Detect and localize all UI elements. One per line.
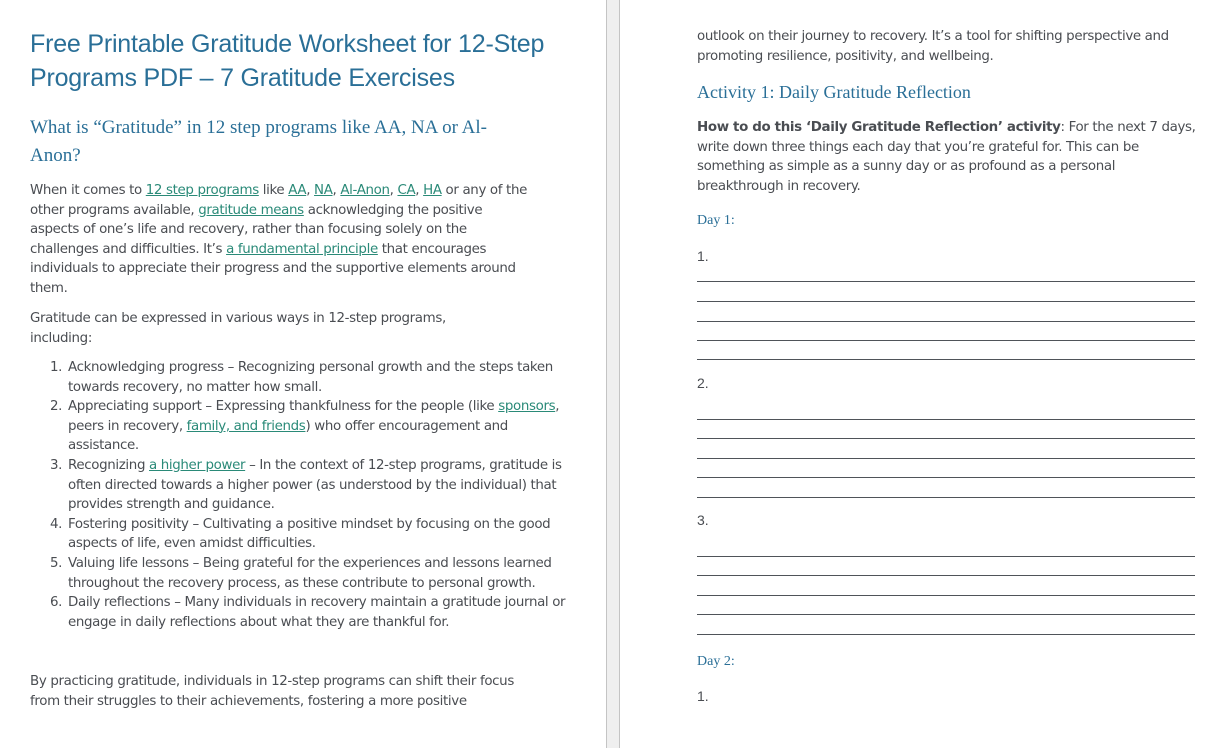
writing-line[interactable] bbox=[697, 281, 1195, 282]
writing-line[interactable] bbox=[697, 340, 1195, 341]
day-label: Day 1: bbox=[697, 213, 735, 228]
instructions-text: : For the next 7 days, write down three things each day that you’re grateful for. This can be something as simple as a sunny day or as profound as a personal breakthrough in recovery. bbox=[697, 120, 1196, 194]
intro-paragraph bbox=[30, 181, 535, 299]
day-label: Day 2: bbox=[697, 654, 735, 669]
section-heading: What is “Gratitude” in 12 step programs like AA, NA or Al-Anon? bbox=[30, 117, 487, 166]
text: acknowledging the positive aspects of one’s life and recovery, rather than focusing solely on the challenges and difficulties. It’s bbox=[30, 202, 483, 257]
list-number: 6. bbox=[50, 595, 63, 611]
list-text: Daily reflections – Many individuals in recovery maintain a gratitude journal or engage in daily reflections about what they are thankful for. bbox=[68, 595, 566, 630]
list-text: Appreciating support – Expressing thankfulness for the people (like bbox=[68, 399, 499, 415]
writing-line[interactable] bbox=[697, 595, 1195, 596]
text: , bbox=[389, 183, 398, 198]
entry-number: 1. bbox=[697, 688, 709, 704]
paragraph: By practicing gratitude, individuals in 12-step programs can shift their focus from their struggles to their achievements, fostering a more positive bbox=[30, 674, 514, 709]
writing-line[interactable] bbox=[697, 359, 1195, 360]
link-12-step-programs[interactable]: 12 step programs bbox=[145, 183, 259, 198]
activity-heading: Activity 1: Daily Gratitude Reflection bbox=[697, 82, 971, 102]
list-item bbox=[50, 397, 568, 456]
link-ha[interactable]: HA bbox=[423, 183, 442, 198]
text: , bbox=[332, 183, 341, 198]
entry-number: 3. bbox=[697, 512, 709, 528]
text: , bbox=[415, 183, 424, 198]
list-text: Fostering positivity – Cultivating a positive mindset by focusing on the good aspects of life, even amidst difficulties. bbox=[68, 516, 551, 552]
page-title: Free Printable Gratitude Worksheet for 12-Step Programs PDF – 7 Gratitude Exercises bbox=[30, 30, 545, 92]
list-item bbox=[50, 593, 568, 632]
link-aa[interactable]: AA bbox=[288, 183, 307, 198]
list-number: 4. bbox=[50, 516, 63, 532]
list-text: – In the context of 12-step programs, gratitude is often directed towards a higher power (as understood by the individual) that provides strength and guidance. bbox=[68, 457, 562, 513]
page-gutter bbox=[606, 0, 620, 748]
list-text: Recognizing bbox=[68, 457, 149, 473]
list-text: , peers in recovery, bbox=[68, 399, 560, 434]
paragraph: outlook on their journey to recovery. It’s a tool for shifting perspective and promoting resilience, positivity, and wellbeing. bbox=[697, 29, 1169, 64]
writing-line[interactable] bbox=[697, 301, 1195, 302]
instructions-label: How to do this ‘Daily Gratitude Reflection’ activity bbox=[697, 120, 1061, 135]
link-sponsors[interactable]: sponsors bbox=[498, 399, 556, 415]
list-number: 5. bbox=[50, 555, 63, 571]
entry-number: 2. bbox=[697, 375, 709, 391]
gratitude-ways-list bbox=[30, 358, 568, 632]
list-text: Valuing life lessons – Being grateful for the experiences and lessons learned throughout the recovery process, as these contribute to personal growth. bbox=[68, 555, 552, 591]
link-higher-power[interactable]: a higher power bbox=[149, 457, 246, 473]
writing-line[interactable] bbox=[697, 575, 1195, 576]
link-ca[interactable]: CA bbox=[397, 183, 416, 198]
writing-line[interactable] bbox=[697, 321, 1195, 322]
list-number: 1. bbox=[50, 360, 63, 375]
text: , bbox=[306, 183, 315, 198]
writing-line[interactable] bbox=[697, 458, 1195, 459]
text: When it comes to bbox=[30, 183, 146, 198]
list-text: Acknowledging progress – Recognizing personal growth and the steps taken towards recovery, no matter how small. bbox=[68, 360, 553, 395]
list-item bbox=[50, 358, 568, 397]
document-page-right bbox=[620, 0, 1225, 748]
writing-line[interactable] bbox=[697, 477, 1195, 478]
activity-instructions bbox=[697, 118, 1202, 196]
writing-line[interactable] bbox=[697, 614, 1195, 615]
link-al-anon[interactable]: Al-Anon bbox=[340, 183, 390, 198]
list-item bbox=[50, 515, 568, 554]
writing-line[interactable] bbox=[697, 556, 1195, 557]
entry-number: 1. bbox=[697, 248, 709, 264]
link-fundamental-principle[interactable]: a fundamental principle bbox=[226, 241, 378, 257]
list-number: 3. bbox=[50, 457, 63, 473]
list-number: 2. bbox=[50, 399, 63, 415]
list-item bbox=[50, 456, 568, 515]
writing-line[interactable] bbox=[697, 419, 1195, 420]
link-family-and-friends[interactable]: family, and friends bbox=[186, 418, 306, 434]
list-item bbox=[50, 554, 568, 593]
text: or any of the other programs available, bbox=[30, 183, 527, 218]
writing-line[interactable] bbox=[697, 497, 1195, 498]
paragraph: Gratitude can be expressed in various ways in 12-step programs, including: bbox=[30, 311, 446, 346]
text: like bbox=[258, 183, 289, 198]
link-gratitude-means[interactable]: gratitude means bbox=[198, 202, 304, 218]
document-page-left bbox=[0, 0, 606, 748]
link-na[interactable]: NA bbox=[314, 183, 333, 198]
writing-line[interactable] bbox=[697, 634, 1195, 635]
list-text: ) who offer encouragement and assistance. bbox=[68, 418, 508, 454]
writing-line[interactable] bbox=[697, 438, 1195, 439]
text: that encourages individuals to appreciate their progress and the supportive elements around them. bbox=[30, 241, 516, 296]
